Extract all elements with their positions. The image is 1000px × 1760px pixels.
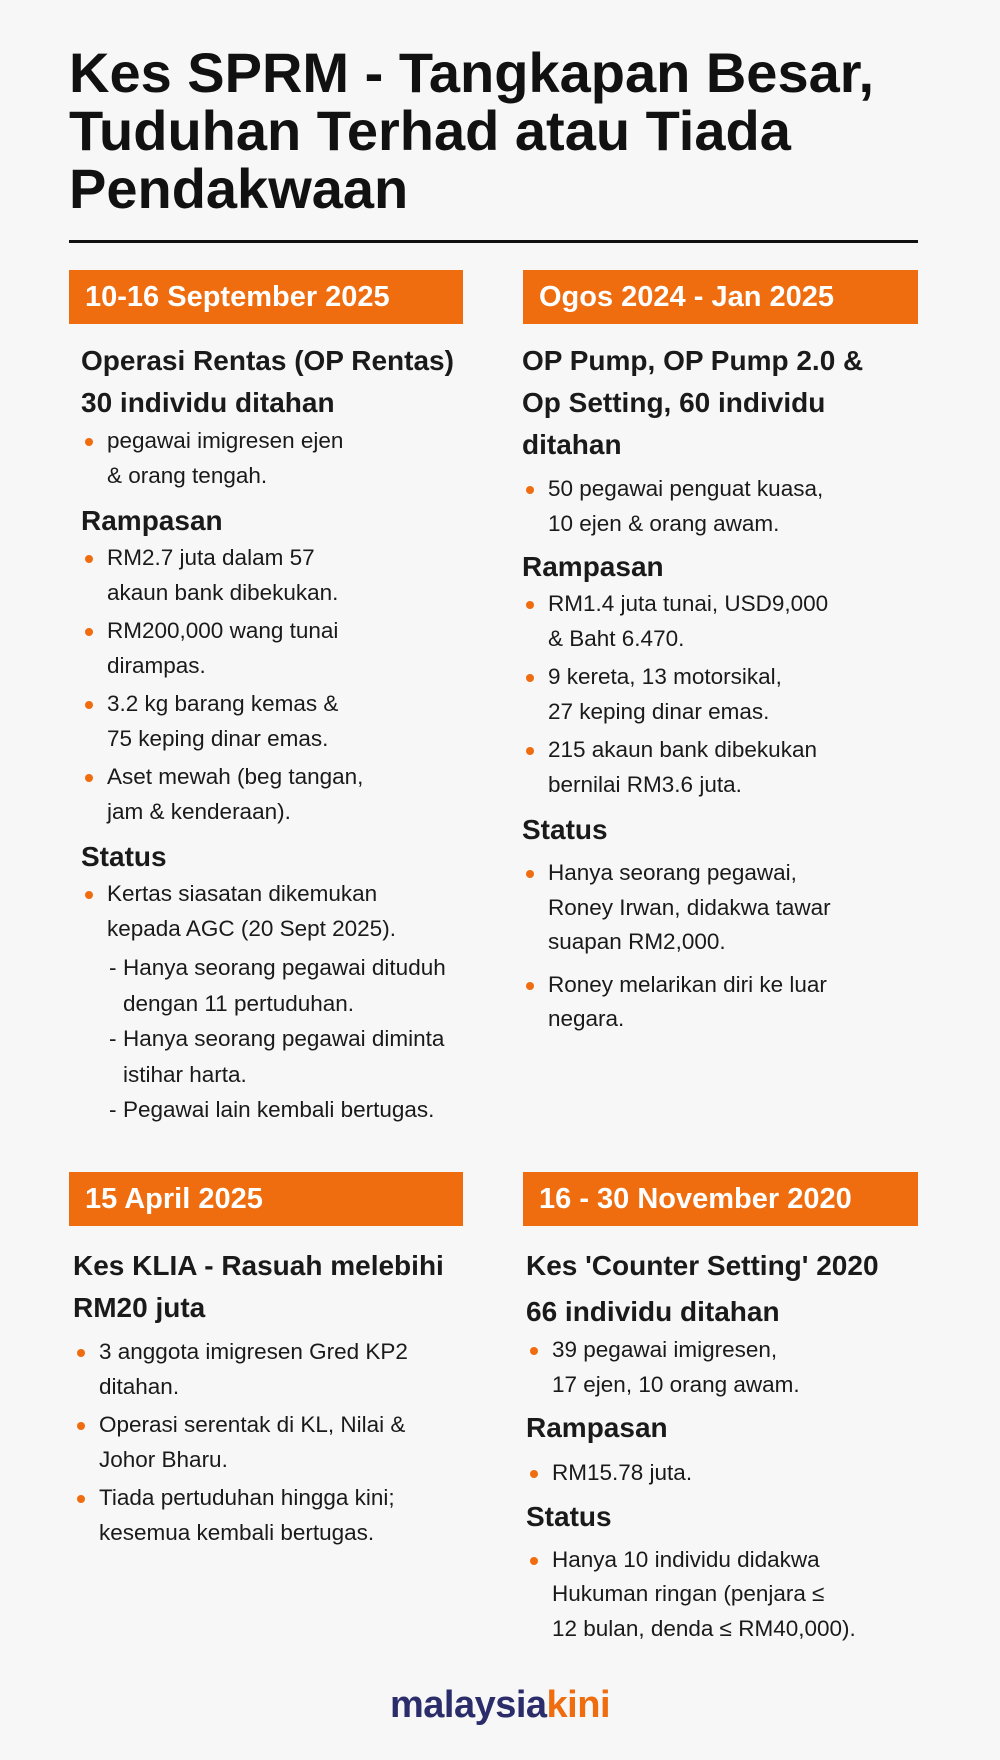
list-item: RM15.78 juta. (526, 1456, 926, 1491)
sub-item: - Hanya seorang pegawai diminta istihar harta. (109, 1026, 445, 1087)
card-4-rampasan-list (526, 1456, 926, 1491)
date-band-2: Ogos 2024 - Jan 2025 (523, 270, 918, 324)
card-1-heading-line-1: Operasi Rentas (OP Rentas) (81, 345, 454, 376)
card-1-heading-line-2: 30 individu ditahan (81, 387, 335, 418)
card-1-status-list (81, 877, 481, 946)
card-4-status-list (526, 1543, 926, 1647)
card-4-heading-line-1: Kes 'Counter Setting' 2020 (526, 1250, 879, 1281)
list-item: RM1.4 juta tunai, USD9,000 & Baht 6.470. (522, 587, 922, 656)
list-item: 215 akaun bank dibekukan bernilai RM3.6 juta. (522, 733, 922, 802)
card-4-intro-list (526, 1333, 926, 1402)
card-4-heading-line-2: 66 individu ditahan (526, 1296, 780, 1327)
card-4 (526, 1245, 926, 1650)
malaysiakini-logo: malaysiakini (389, 1684, 611, 1726)
card-1-intro-list (81, 424, 481, 493)
date-band-1: 10-16 September 2025 (69, 270, 463, 324)
list-item: RM2.7 juta dalam 57 akaun bank dibekukan. (81, 541, 481, 610)
card-1-rampasan-label: Rampasan (81, 505, 223, 536)
card-3-heading-line-1: Kes KLIA - Rasuah melebihi (73, 1250, 444, 1281)
card-2-status-list (522, 856, 922, 1037)
date-band-4: 16 - 30 November 2020 (523, 1172, 918, 1226)
list-item: Hanya seorang pegawai, Roney Irwan, didakwa tawar suapan RM2,000. (522, 856, 922, 960)
card-2 (522, 340, 922, 1041)
list-item: 39 pegawai imigresen, 17 ejen, 10 orang awam. (526, 1333, 926, 1402)
card-1 (81, 340, 481, 1128)
card-2-intro-list (522, 472, 922, 541)
card-2-rampasan-label: Rampasan (522, 551, 664, 582)
list-item: Roney melarikan diri ke luar negara. (522, 968, 922, 1037)
sub-item: - Pegawai lain kembali bertugas. (109, 1097, 435, 1122)
card-4-rampasan-label: Rampasan (526, 1412, 668, 1443)
list-item: pegawai imigresen ejen & orang tengah. (81, 424, 481, 493)
list-item: Hanya 10 individu didakwa Hukuman ringan (penjara ≤ 12 bulan, denda ≤ RM40,000). (526, 1543, 926, 1647)
card-1-status-sublist (81, 950, 481, 1128)
card-3-heading-line-2: RM20 juta (73, 1292, 206, 1323)
date-band-3: 15 April 2025 (69, 1172, 463, 1226)
card-4-status-label: Status (526, 1500, 612, 1532)
list-item: 3 anggota imigresen Gred KP2 ditahan. (73, 1335, 473, 1404)
page-title: Kes SPRM - Tangkapan Besar, Tuduhan Terhad atau Tiada Pendakwaan (69, 41, 874, 220)
card-1-status-label: Status (81, 841, 167, 872)
list-item: Kertas siasatan dikemukan kepada AGC (20 Sept 2025). (81, 877, 481, 946)
card-2-status-label: Status (522, 814, 608, 845)
list-item: 50 pegawai penguat kuasa, 10 ejen & orang awam. (522, 472, 922, 541)
list-item: 3.2 kg barang kemas & 75 keping dinar emas. (81, 687, 481, 756)
card-2-heading-line-2: Op Setting, 60 individu (522, 387, 826, 418)
sub-item: - Hanya seorang pegawai dituduh dengan 11 pertuduhan. (109, 955, 446, 1016)
list-item: Operasi serentak di KL, Nilai & Johor Bharu. (73, 1408, 473, 1477)
list-item: Aset mewah (beg tangan, jam & kenderaan). (81, 760, 481, 829)
card-3 (73, 1245, 473, 1554)
card-2-rampasan-list (522, 587, 922, 802)
card-2-heading-line-1: OP Pump, OP Pump 2.0 & (522, 345, 864, 376)
list-item: Tiada pertuduhan hingga kini; kesemua kembali bertugas. (73, 1481, 473, 1550)
title-divider (69, 240, 918, 243)
card-2-heading-line-3: ditahan (522, 429, 622, 460)
card-3-intro-list (73, 1335, 473, 1550)
list-item: 9 kereta, 13 motorsikal, 27 keping dinar emas. (522, 660, 922, 729)
list-item: RM200,000 wang tunai dirampas. (81, 614, 481, 683)
card-1-rampasan-list (81, 541, 481, 829)
